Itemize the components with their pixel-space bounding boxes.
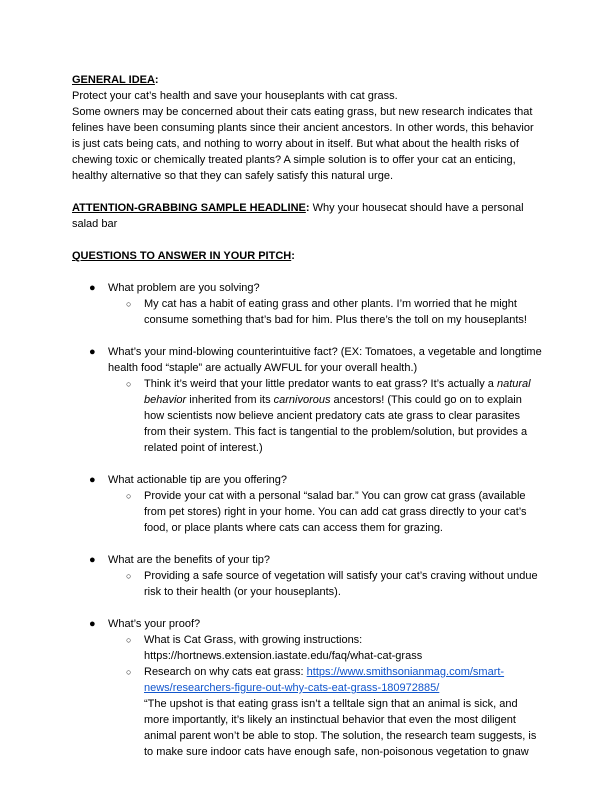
answer-item: ○ Providing a safe source of vegetation will satisfy your cat’s craving without undue risk to their health (or your houseplants). <box>126 570 538 598</box>
question-item: ● What actionable tip are you offering? ○ Provide your cat with a personal “salad bar.” You can grow cat grass (available from pet stores) right in your home. You can add cat grass directly to your cat’s food, or place plants where cats can access them for grazing. <box>72 472 542 552</box>
research-quote: “The upshot is that eating grass isn’t a telltale sign that an animal is sick, and more importantly, it’s likely an instinctual behavior that even the most diligent animal parent won’t be able to stop. The solution, the research team suggests, is to make sure indoor cats have enough safe, non-poisonous vegetation to gnaw <box>144 698 537 758</box>
answer-list <box>108 296 542 328</box>
answer-list <box>108 488 542 536</box>
sub-bullet-icon: ○ <box>126 667 132 677</box>
general-idea-summary: Protect your cat’s health and save your houseplants with cat grass. <box>72 90 398 102</box>
questions-heading: QUESTIONS TO ANSWER IN YOUR PITCH: <box>72 250 295 262</box>
bullet-icon: ● <box>89 282 96 294</box>
answer-item: ○ My cat has a habit of eating grass and other plants. I’m worried that he might consume something that’s bad for him. Plus there’s the toll on my houseplants! <box>126 298 527 326</box>
general-idea-paragraph: Some owners may be concerned about their cats eating grass, but new research indicates that felines have been consuming plants since their ancient ancestors. In other words, this behavior is just cats being cats, and nothing to worry about in itself. But what about the health risks of chewing toxic or chemically treated plants? A simple solution is to offer your cat an enticing, healthy alternative so that they can safely satisfy this natural urge. <box>72 106 534 182</box>
bullet-icon: ● <box>89 618 96 630</box>
question-item: ● What’s your mind-blowing counterintuitive fact? (EX: Tomatoes, a vegetable and longtime health food “staple” are actually AWFUL for your overall health.) ○ Think it’s weird that your little predator wants to eat grass? It’s actually a natural behavior inherited from its carnivorous ancestors! (This could go on to explain how scientists now believe ancient predatory cats ate grass to clear parasites from their system. This fact is tangential to the problem/solution, but provides a related point of interest.) <box>89 346 542 454</box>
answer-list <box>108 632 542 760</box>
answer-item: ○ Think it’s weird that your little predator wants to eat grass? It’s actually a natural behavior inherited from its carnivorous ancestors! (This could go on to explain how scientists now believe ancient predatory cats ate grass to clear parasites from their system. This fact is tangential to the problem/solution, but provides a related point of interest.) <box>126 378 531 454</box>
question-item: ● What are the benefits of your tip? ○ Providing a safe source of vegetation will satisfy your cat’s craving without undue risk to their health (or your houseplants). <box>72 552 542 616</box>
sub-bullet-icon: ○ <box>126 635 132 645</box>
bullet-icon: ● <box>89 474 96 486</box>
questions-list <box>72 280 542 760</box>
bullet-icon: ● <box>89 346 96 358</box>
bullet-icon: ● <box>89 554 96 566</box>
sub-bullet-icon: ○ <box>126 491 132 501</box>
iastate-url: https://hortnews.extension.iastate.edu/faq/what-cat-grass <box>144 650 423 662</box>
answer-item: ○ What is Cat Grass, with growing instructions: https://hortnews.extension.iastate.edu/faq/what-cat-grass <box>126 634 423 662</box>
sub-bullet-icon: ○ <box>126 299 132 309</box>
answer-list <box>108 376 542 456</box>
sub-bullet-icon: ○ <box>126 379 132 389</box>
question-item: ● What problem are you solving? ○ My cat has a habit of eating grass and other plants. I’m worried that he might consume something that’s bad for him. Plus there’s the toll on my houseplants! <box>72 280 542 344</box>
smithsonian-link[interactable]: https://www.smithsonianmag.com/smart-news/researchers-figure-out-why-cats-eat-grass-180972885/ <box>144 666 505 694</box>
sample-headline: ATTENTION-GRABBING SAMPLE HEADLINE: Why your housecat should have a personal salad bar <box>72 202 524 230</box>
general-idea-heading: GENERAL IDEA: <box>72 74 159 86</box>
document-page <box>72 72 542 760</box>
answer-item: ○ Provide your cat with a personal “salad bar.” You can grow cat grass (available from pet stores) right in your home. You can add cat grass directly to your cat’s food, or place plants where cats can access them for grazing. <box>126 490 527 534</box>
sub-bullet-icon: ○ <box>126 571 132 581</box>
question-item: ● What’s your proof? ○ What is Cat Grass, with growing instructions: https://hortnews.extension.iastate.edu/faq/what-cat-grass ○ Research on why cats eat grass: https://www.smithsonianmag.com/smart-news/researchers-figure-out-why-cats-eat-grass-180972885/ “The upshot is that eating grass isn’t a telltale sign that an animal is sick, and more importantly, it’s likely an instinctual behavior that even the most diligent animal parent won’t be able to stop. The solution, the research team suggests, is to make sure indoor cats have enough safe, non-poisonous vegetation to gnaw <box>72 616 542 760</box>
answer-list <box>108 568 542 600</box>
answer-item: ○ Research on why cats eat grass: https://www.smithsonianmag.com/smart-news/researchers-figure-out-why-cats-eat-grass-180972885/ “The upshot is that eating grass isn’t a telltale sign that an animal is sick, and more importantly, it’s likely an instinctual behavior that even the most diligent animal parent won’t be able to stop. The solution, the research team suggests, is to make sure indoor cats have enough safe, non-poisonous vegetation to gnaw <box>126 666 537 758</box>
